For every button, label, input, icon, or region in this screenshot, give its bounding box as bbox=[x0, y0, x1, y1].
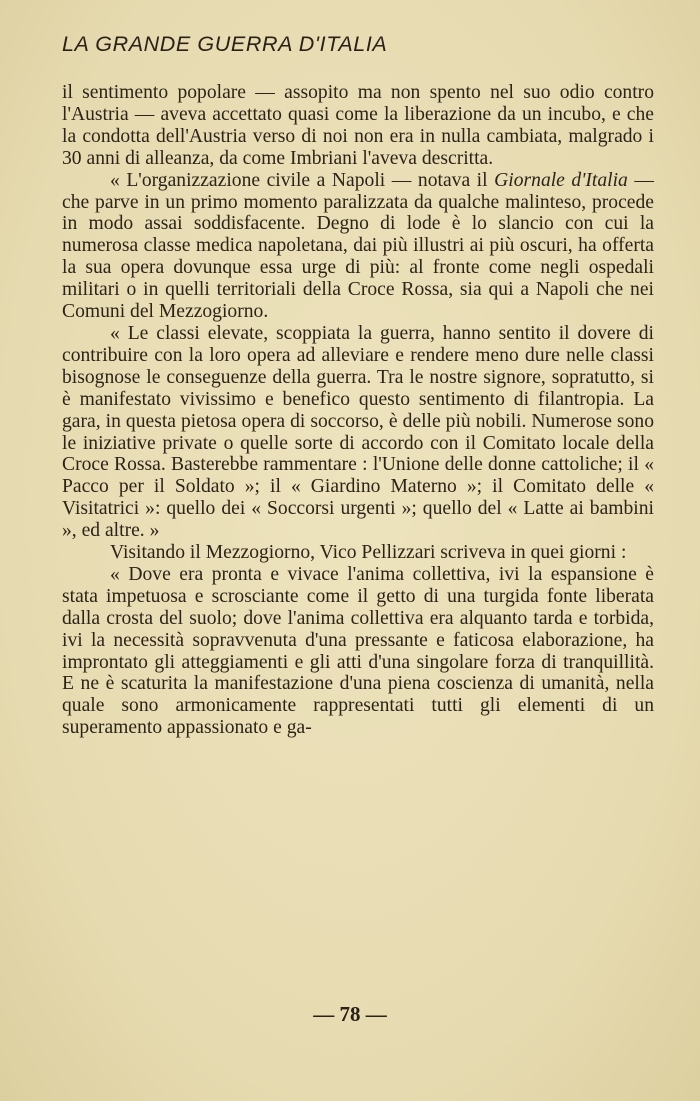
paragraph-2 bbox=[62, 170, 654, 323]
paragraph-1: il sentimento popolare — assopito ma non spento nel suo odio contro l'Austria — aveva accettato quasi come la liberazione da un incubo, e che la condotta dell'Austria verso di noi non era in nulla cambiata, malgrado i 30 anni di alleanza, da come Imbriani l'aveva descritta. bbox=[62, 82, 654, 169]
body-text bbox=[62, 82, 654, 739]
paragraph-2-lead: « L'organizzazione civile a Napoli — notava il bbox=[110, 169, 495, 191]
paragraph-3: « Le classi elevate, scoppiata la guerra, hanno sentito il dovere di contribuire con la loro opera ad alleviare e rendere meno dure nelle classi bisognose le conseguenze della guerra. Tra le nostre signore, sopratutto, si è manifestato vivissimo e benefico questo sentimento di filantropia. La gara, in questa pietosa opera di soccorso, è delle più nobili. Numerose sono le iniziative private o quelle sorte di accordo con il Comitato locale della Croce Rossa. Basterebbe rammentare : l'Unione delle donne cattoliche; il « Pacco per il Soldato »; il « Giardino Materno »; il Comitato delle « Visitatrici »: quello dei « Soccorsi urgenti »; quello del « Latte ai bambini », ed altre. » bbox=[62, 322, 654, 542]
paragraph-4: Visitando il Mezzogiorno, Vico Pellizzari scriveva in quei giorni : bbox=[110, 542, 627, 564]
running-head: LA GRANDE GUERRA D'ITALIA bbox=[62, 32, 388, 56]
paragraph-2-rest: — che parve in un primo momento paralizzata da qualche malinteso, procede in modo assai soddisfacente. Degno di lode è lo slancio con cui la numerosa classe medica napoletana, dai più illustri ai più oscuri, ha offerta la sua opera dovunque essa urge di più: al fronte come negli ospedali militari o in quelli territoriali della Croce Rossa, sia qui a Napoli che nei Comuni del Mezzogiorno. bbox=[62, 169, 654, 323]
newspaper-title: Giornale d'Italia bbox=[494, 169, 628, 191]
page-number: — 78 — bbox=[313, 1002, 387, 1026]
paragraph-5: « Dove era pronta e vivace l'anima collettiva, ivi la espansione è stata impetuosa e scrosciante come il getto di una turgida fonte liberata dalla crosta del suolo; dove l'anima collettiva era alquanto tarda e torbida, ivi la necessità sopravvenuta d'una pressante e faticosa elaborazione, ha improntato gli atteggiamenti e gli atti d'una singolare forza di tranquillità. E ne è scaturita la manifestazione d'una piena coscienza di umanità, nella quale sono armonicamente rappresentati tutti gli elementi di un superamento appassionato e ga- bbox=[62, 563, 654, 739]
